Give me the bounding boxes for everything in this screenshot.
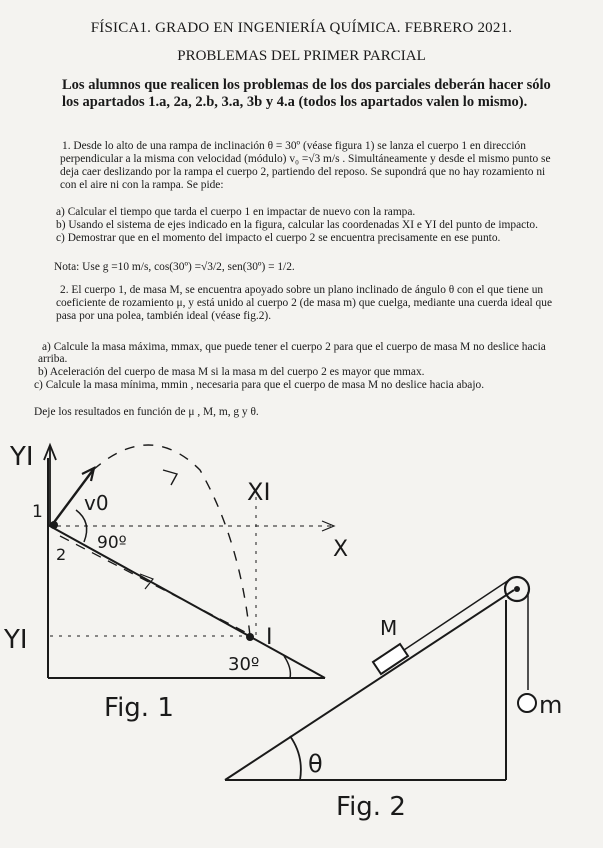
fig1-angle-label: 30º xyxy=(228,654,260,675)
impact-point-marker xyxy=(246,633,254,641)
problem2-results: Deje los resultados en función de μ , M, m, g y θ. xyxy=(34,406,259,418)
problem1-line1: 1. Desde lo alto de una rampa de inclinación θ = 30º (véase figura 1) se lanza el cuerpo 1 en dirección xyxy=(62,140,526,152)
fig1-right-angle-label: 90º xyxy=(97,533,127,553)
problem1-line4: con el aire ni con la rampa. Se pide: xyxy=(60,179,224,191)
theta-angle-arc xyxy=(290,736,301,780)
problem2-item-b: b) Aceleración del cuerpo de masa M si la masa m del cuerpo 2 es mayor que mmax. xyxy=(38,366,425,378)
fig2-caption: Fig. 2 xyxy=(336,792,406,822)
instructions-notice: Los alumnos que realicen los problemas de los dos parciales deberán hacer sólo los apartados 1.a, 2a, 2.b, 3.a, 3b y 4.a (todos los apartados valen lo mismo). xyxy=(62,77,551,110)
fig1-body2-label: 2 xyxy=(56,545,67,564)
fig1-impact-label: I xyxy=(266,625,273,650)
fig1-y-axis-label: YI xyxy=(10,442,34,472)
fig1-caption: Fig. 1 xyxy=(104,693,174,723)
problem1-note: Nota: Use g =10 m/s, cos(30º) =√3/2, sen(30º) = 1/2. xyxy=(54,261,295,273)
problem2-line2: coeficiente de rozamiento μ, y está unido al cuerpo 2 (de masa m) que cuelga, mediante una cuerda ideal que xyxy=(56,297,553,309)
fig2-theta-label: θ xyxy=(308,750,323,778)
pulley-axle xyxy=(514,586,520,592)
fig1-y-impact-label: YI xyxy=(4,625,28,655)
fig2-mass-M-label: M xyxy=(380,616,398,640)
fig1-velocity-label: v0 xyxy=(84,491,109,515)
rope-incline xyxy=(404,580,509,650)
fig1-x-axis-label: X xyxy=(333,537,349,562)
problem2-item-c: c) Calcule la masa mínima, mmin , necesaria para que el cuerpo de masa M no deslice hacia abajo. xyxy=(34,379,485,391)
problem1-item-a: a) Calcular el tiempo que tarda el cuerpo 1 en impactar de nuevo con la rampa. xyxy=(56,206,416,218)
fig1-x-impact-label: XI xyxy=(247,478,271,506)
fig1-body1-label: 1 xyxy=(32,502,43,522)
trajectory-arrow-icon xyxy=(163,470,177,485)
problem1-line3: deja caer deslizando por la rampa el cuerpo 2, partiendo del reposo. Se supondrá que no hay rozamiento ni xyxy=(60,166,546,178)
problem2-line1: 2. El cuerpo 1, de masa M, se encuentra apoyado sobre un plano inclinado de ángulo θ con el que tiene un xyxy=(60,284,544,296)
fig2-mass-m-label: m xyxy=(539,691,563,719)
body-1-marker xyxy=(50,521,58,529)
problem2-item-a-line2: arriba. xyxy=(38,353,68,365)
hanging-mass-m xyxy=(518,694,536,712)
exam-subtitle: PROBLEMAS DEL PRIMER PARCIAL xyxy=(177,48,426,64)
problem1-item-b: b) Usando el sistema de ejes indicado en la figura, calcular las coordenadas XI e YI del punto de impacto. xyxy=(56,219,538,231)
ramp-incline xyxy=(48,525,325,678)
figure-1 xyxy=(44,445,335,678)
velocity-arrow-icon xyxy=(82,468,94,481)
problem2-line3: pasa por una polea, también ideal (véase fig.2). xyxy=(56,310,272,322)
problem1-item-c: c) Demostrar que en el momento del impacto el cuerpo 2 se encuentra precisamente en ese punto. xyxy=(56,232,501,244)
block-M xyxy=(373,644,408,674)
exam-title: FÍSICA1. GRADO EN INGENIERÍA QUÍMICA. FEBRERO 2021. xyxy=(90,20,513,36)
problem1-line2: perpendicular a la misma con velocidad (módulo) v₀ =√3 m/s . Simultáneamente y desde el mismo punto se xyxy=(60,153,551,165)
incline-plane xyxy=(225,590,514,780)
problem2-item-a-line1: a) Calcule la masa máxima, mmax, que puede tener el cuerpo 2 para que el cuerpo de masa M no deslice hacia xyxy=(42,341,546,353)
